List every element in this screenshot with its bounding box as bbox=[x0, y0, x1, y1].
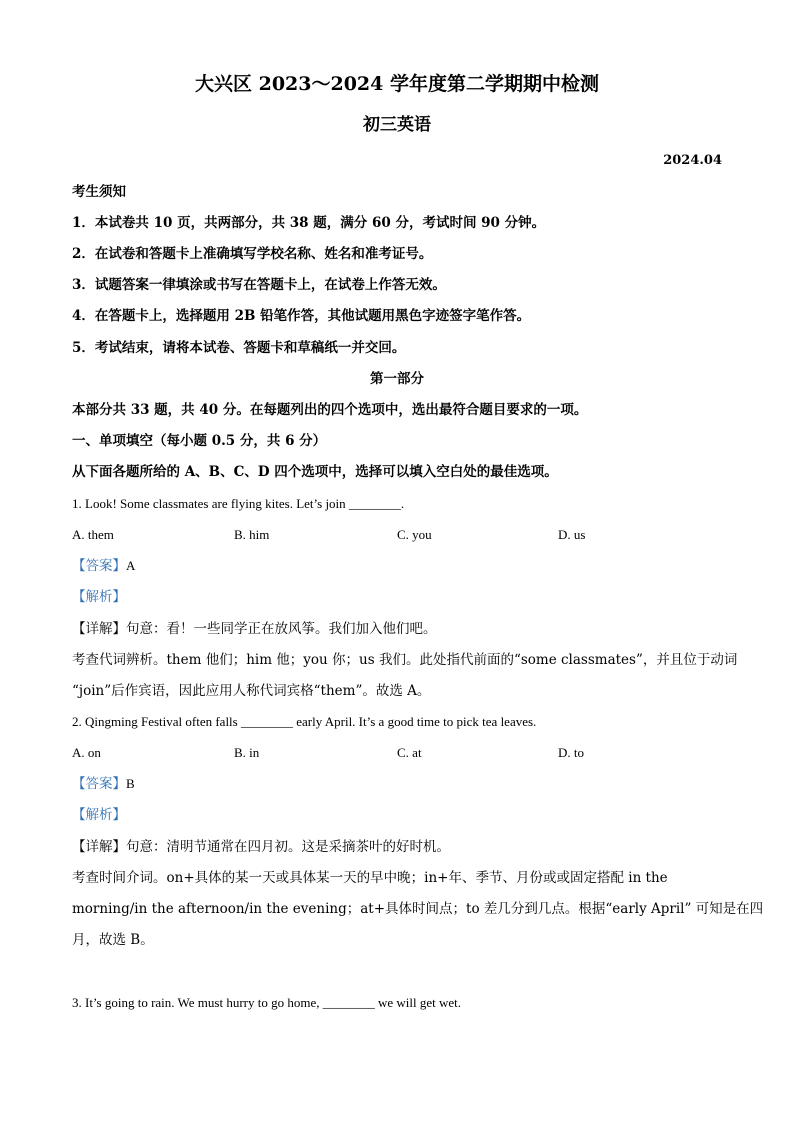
option-b: B. him bbox=[234, 527, 270, 542]
option-a: A. on bbox=[72, 745, 101, 760]
notice-item: 4．在答题卡上，选择题用 2B 铅笔作答，其他试题用黑色字迹签字笔作答。 bbox=[72, 308, 531, 324]
detail-line: 考查代词辨析。them 他们；him 他；you 你；us 我们。此处指代前面的“some classmates”，并且位于动词 bbox=[72, 652, 738, 668]
analysis-tag: 【解析】 bbox=[72, 807, 126, 823]
notice-heading: 考生须知 bbox=[72, 184, 126, 200]
detail-line: “join”后作宾语，因此应用人称代词宾格“them”。故选 A。 bbox=[72, 683, 431, 699]
option-b: B. in bbox=[234, 745, 260, 760]
detail-tag: 【详解】 bbox=[72, 839, 126, 855]
page-subtitle: 初三英语 bbox=[363, 115, 431, 135]
answer-line bbox=[72, 557, 135, 575]
exam-date: 2024.04 bbox=[663, 153, 722, 168]
notice-item: 2．在试卷和答题卡上准确填写学校名称、姓名和准考证号。 bbox=[72, 246, 433, 262]
detail-line bbox=[72, 620, 437, 638]
option-c: C. at bbox=[397, 745, 422, 760]
section-instruction: 从下面各题所给的 A、B、C、D 四个选项中，选择可以填入空白处的最佳选项。 bbox=[72, 464, 558, 480]
detail-line: 月，故选 B。 bbox=[72, 932, 154, 948]
answer-line bbox=[72, 775, 135, 793]
question-stem: 2. Qingming Festival often falls ________ early April. It’s a good time to pick tea leaves. bbox=[72, 714, 537, 729]
notice-item: 5．考试结束，请将本试卷、答题卡和草稿纸一并交回。 bbox=[72, 340, 406, 356]
option-d: D. us bbox=[558, 527, 586, 542]
option-d: D. to bbox=[558, 745, 584, 760]
detail-line: 考查时间介词。on+具体的某一天或具体某一天的早中晚；in+年、季节、月份或或固定搭配 in the bbox=[72, 870, 668, 886]
question-stem: 3. It’s going to rain. We must hurry to go home, ________ we will get wet. bbox=[72, 995, 462, 1010]
answer-tag: 【答案】 bbox=[72, 558, 126, 574]
answer-tag: 【答案】 bbox=[72, 776, 126, 792]
answer-value: A bbox=[126, 558, 136, 573]
option-a: A. them bbox=[72, 527, 114, 542]
page-title: 大兴区 2023～2024 学年度第二学期期中检测 bbox=[195, 73, 599, 95]
option-c: C. you bbox=[397, 527, 432, 542]
part-intro: 本部分共 33 题，共 40 分。在每题列出的四个选项中，选出最符合题目要求的一项。 bbox=[72, 402, 588, 418]
section-title: 一、单项填空（每小题 0.5 分，共 6 分） bbox=[72, 433, 327, 449]
detail-tag: 【详解】 bbox=[72, 621, 126, 637]
detail-text: 句意：看！一些同学正在放风筝。我们加入他们吧。 bbox=[126, 621, 437, 637]
part-heading: 第一部分 bbox=[370, 371, 424, 387]
question-stem: 1. Look! Some classmates are flying kites. Let’s join ________. bbox=[72, 496, 405, 511]
notice-item: 1．本试卷共 10 页，共两部分，共 38 题，满分 60 分，考试时间 90 分钟。 bbox=[72, 215, 546, 231]
notice-item: 3．试题答案一律填涂或书写在答题卡上，在试卷上作答无效。 bbox=[72, 277, 446, 293]
detail-text: 句意：清明节通常在四月初。这是采摘茶叶的好时机。 bbox=[126, 839, 450, 855]
answer-value: B bbox=[126, 776, 135, 791]
detail-line: morning/in the afternoon/in the evening；at+具体时间点；to 差几分到几点。根据“early April” 可知是在四 bbox=[72, 901, 764, 917]
detail-line bbox=[72, 838, 450, 856]
analysis-tag: 【解析】 bbox=[72, 589, 126, 605]
